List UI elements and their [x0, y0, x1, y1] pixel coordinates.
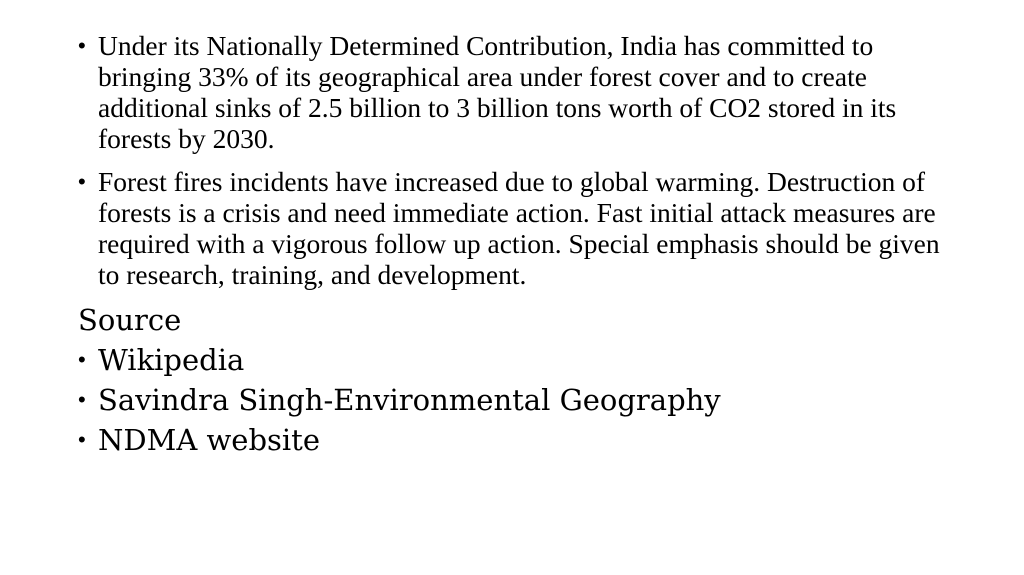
bullet-dot-icon: •	[78, 387, 86, 412]
bullet-dot-icon: •	[78, 427, 86, 452]
bullet-dot-icon: •	[78, 347, 86, 372]
bullet-dot-icon: •	[78, 169, 86, 194]
bullet-dot-icon: •	[78, 33, 86, 58]
bullet-text: Forest fires incidents have increased due to global warming. Destruction of forests is a crisis and need immediate action. Fast initial attack measures are required with a vigorous follow up action. Special emphasis should be given to research, training, and development.	[98, 166, 940, 290]
bullet-text: Under its Nationally Determined Contribution, India has committed to bringing 33% of its geographical area under forest cover and to create additional sinks of 2.5 billion to 3 billion tons worth of CO2 stored in its forests by 2030.	[98, 30, 897, 154]
bullet-item	[78, 30, 958, 154]
source-list	[78, 342, 958, 458]
source-heading: Source	[78, 303, 182, 337]
source-text: Wikipedia	[98, 343, 245, 377]
source-item	[78, 422, 958, 458]
slide-content	[78, 30, 958, 462]
source-item	[78, 342, 958, 378]
source-item	[78, 382, 958, 418]
source-text: NDMA website	[98, 423, 321, 457]
source-text: Savindra Singh-Environmental Geography	[98, 383, 721, 417]
main-bullet-list	[78, 30, 958, 290]
bullet-item	[78, 166, 958, 290]
